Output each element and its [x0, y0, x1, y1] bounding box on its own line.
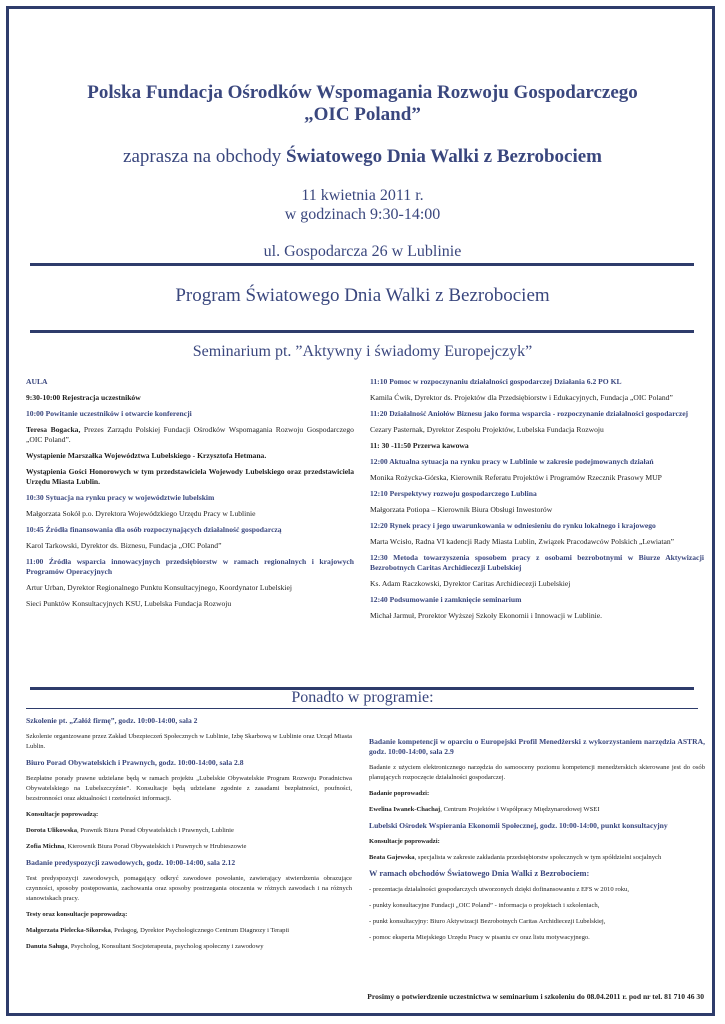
workshop-title: Szkolenie pt. „Załóż firmę”, godz. 10:00-14:00, sala 2	[26, 716, 198, 725]
agenda-speaker: Karol Tarkowski, Dyrektor ds. Biznesu, Fundacja „OIC Poland”	[26, 541, 222, 550]
seminar-right-column	[370, 374, 704, 624]
divider	[30, 263, 694, 266]
speaker-name: Teresa Bogacka,	[26, 425, 81, 434]
celebration-title: W ramach obchodów Światowego Dnia Walki z Bezrobociem:	[369, 869, 590, 878]
speaker-role: Prezes Zarządu Polskiej Fundacji Ośrodków Wspomagania Rozwoju Gospodarczego „OIC Poland”.	[26, 425, 354, 444]
event-address: ul. Gospodarcza 26 w Lublinie	[263, 243, 462, 260]
extra-left-column	[26, 713, 352, 955]
agenda-item: 11: 30 -11:50 Przerwa kawowa	[370, 441, 469, 450]
consultant-role: , specjalista w zakresie zakładania przedsiębiorstw społecznych w tym spółdzielni socjalnych	[414, 854, 662, 861]
consultant	[26, 923, 352, 939]
consultant	[369, 802, 705, 818]
divider	[30, 330, 694, 333]
agenda-speaker	[26, 422, 354, 448]
consultants-label: Konsultacje poprowadzą:	[26, 811, 99, 818]
consultants-label: Badanie poprowadzi:	[369, 790, 430, 797]
program-title: Program Światowego Dnia Walki z Bezrobociem	[175, 285, 550, 306]
consultant-name: Beata Gajewska	[369, 854, 415, 861]
agenda-item: Wystąpienia Gości Honorowych w tym przedstawiciela Wojewody Lubelskiego oraz przedstawiciela Urzędu Miasta Lublin.	[26, 467, 354, 486]
agenda-speaker: Michał Jarmuł, Prorektor Wyższej Szkoły Ekonomii i Innowacji w Lublinie.	[370, 611, 603, 620]
event-date	[0, 186, 725, 224]
agenda-item: 10:45 Źródła finansowania dla osób rozpoczynających działalność gospodarczą	[26, 525, 282, 534]
agenda-item: 12:30 Metoda towarzyszenia sposobem pracy z osobami bezrobotnymi w Biurze Aktywizacji Bezrobotnych Caritas Archidiecezji Lubelskiej	[370, 553, 704, 572]
extra-right-column	[369, 734, 705, 946]
agenda-item: 12:10 Perspektywy rozwoju gospodarczego Lublina	[370, 489, 537, 498]
event-date-day: 11 kwietnia 2011 r.	[301, 187, 424, 204]
agenda-item: 11:20 Działalność Aniołów Biznesu jako forma wsparcia - rozpoczynanie działalności gospodarczej	[370, 409, 689, 418]
celebration-item: - punkty konsultacyjne Fundacji „OIC Poland” - informacja o projektach i szkoleniach,	[369, 902, 600, 909]
agenda-speaker: Kamila Ćwik, Dyrektor ds. Projektów dla Przedsiębiorstw i Edukacyjnych, Fundacja „OIC Poland”	[370, 393, 673, 402]
agenda-item: 10:00 Powitanie uczestników i otwarcie konferencji	[26, 409, 192, 418]
workshop-description: Badanie z użyciem elektronicznego narzędzia do samooceny poziomu kompetencji menedżerskich skierowane jest do osób planujących rozpoczęcie działalności gospodarczej.	[369, 764, 705, 781]
room-label: AULA	[26, 377, 48, 386]
workshop-title: Badanie kompetencji w oparciu o Europejski Profil Menedżerski z wykorzystaniem narzędzia ASTRA, godz. 10:00-14:00, sala 2.9	[369, 737, 705, 756]
agenda-speaker: Artur Urban, Dyrektor Regionalnego Punktu Konsultacyjnego, Koordynator Lubelskiej	[26, 583, 292, 592]
agenda-speaker: Sieci Punktów Konsultacyjnych KSU, Lubelska Fundacja Rozwoju	[26, 599, 232, 608]
consultant	[26, 823, 352, 839]
consultant-role: , Centrum Projektów i Współpracy Międzynarodowej WSEI	[440, 806, 600, 813]
agenda-speaker: Marta Wcisło, Radna VI kadencji Rady Miasta Lublin, Związek Pracodawców Polskich „Lewiatan”	[370, 537, 675, 546]
consultant-role: , Prawnik Biura Porad Obywatelskich i Prawnych, Lublinie	[77, 827, 234, 834]
consultant-role: , Kierownik Biura Porad Obywatelskich i Prawnych w Hrubieszowie	[64, 843, 247, 850]
celebration-item: - punkt konsultacyjny: Biuro Aktywizacji Bezrobotnych Caritas Archidiecezji Lubelskiej,	[369, 918, 606, 925]
agenda-speaker: Monika Rożycka-Górska, Kierownik Referatu Projektów i Programów Rzecznik Prasowy MUP	[370, 473, 662, 482]
consultant-role: , Pedagog, Dyrektor Psychologicznego Centrum Diagnozy i Terapii	[110, 927, 290, 934]
workshop-description: Szkolenie organizowane przez Zakład Ubezpieczeń Społecznych w Lublinie, Izbę Skarbową w Lublinie oraz Urząd Miasta Lublin.	[26, 733, 352, 750]
consultant-name: Dorota Ulikowska	[26, 827, 77, 834]
agenda-item: Wystąpienie Marszałka Województwa Lubelskiego - Krzysztofa Hetmana.	[26, 451, 267, 460]
consultant-role: , Psycholog, Konsultant Socjoterapeuta, psycholog społeczny i zawodowy	[67, 943, 264, 950]
consultant	[369, 850, 705, 866]
workshop-title: Badanie predyspozycji zawodowych, godz. 10:00-14:00, sala 2.12	[26, 858, 236, 867]
consultant-name: Ewelina Iwanek-Chachaj	[369, 806, 441, 813]
agenda-item: 10:30 Sytuacja na rynku pracy w województwie lubelskim	[26, 493, 215, 502]
seminar-left-column	[26, 374, 354, 612]
workshop-description: Bezpłatne porady prawne udzielane będą w ramach projektu „Lubelskie Obywatelskie Program Rozwoju Poradnictwa Obywatelskiego na Lubelszczyźnie”. Konsultacje będą udzielane zgodnie z zasadami bezpłatności, poufności, bezstronności oraz aktualności i rzetelności informacji.	[26, 775, 352, 802]
workshop-title: Biuro Porad Obywatelskich i Prawnych, godz. 10:00-14:00, sala 2.8	[26, 758, 244, 767]
consultant-name: Małgorzata Pielecka-Sikorska	[26, 927, 111, 934]
celebration-item: - pomoc eksperta Miejskiego Urzędu Pracy w pisaniu cv oraz listu motywacyjnego.	[369, 934, 590, 941]
org-name-line2: „OIC Poland”	[304, 104, 421, 125]
extra-program-title: Ponadto w programie:	[291, 689, 434, 706]
agenda-speaker: Małgorzata Sokół p.o. Dyrektora Wojewódzkiego Urzędu Pracy w Lublinie	[26, 509, 256, 518]
consultant-name: Zofia Michna	[26, 843, 65, 850]
agenda-item: 11:00 Źródła wsparcia innowacyjnych przedsiębiorstw w ramach regionalnych i krajowych Programów Operacyjnych	[26, 557, 354, 576]
agenda-speaker: Cezary Pasternak, Dyrektor Zespołu Projektów, Lubelska Fundacja Rozwoju	[370, 425, 604, 434]
agenda-speaker: Ks. Adam Raczkowski, Dyrektor Caritas Archidiecezji Lubelskiej	[370, 579, 571, 588]
consultant-name: Danuta Saługa	[26, 943, 68, 950]
invitation-event: Światowego Dnia Walki z Bezrobociem	[286, 146, 602, 167]
agenda-item: 9:30-10:00 Rejestracja uczestników	[26, 393, 141, 402]
seminar-title: Seminarium pt. ”Aktywny i świadomy Europejczyk”	[192, 343, 533, 360]
consultants-label: Konsultacje poprowadzi:	[369, 838, 440, 845]
agenda-item: 12:40 Podsumowanie i zamknięcie seminarium	[370, 595, 522, 604]
event-hours: w godzinach 9:30-14:00	[284, 206, 441, 223]
agenda-item: 11:10 Pomoc w rozpoczynaniu działalności gospodarczej Działania 6.2 PO KL	[370, 377, 622, 386]
agenda-item: 12:20 Rynek pracy i jego uwarunkowania w odniesieniu do rynku lokalnego i krajowego	[370, 521, 656, 530]
org-name	[0, 82, 725, 126]
workshop-title: Lubelski Ośrodek Wspierania Ekonomii Społecznej, godz. 10:00-14:00, punkt konsultacyjny	[369, 821, 668, 830]
consultants-label: Testy oraz konsultacje poprowadzą:	[26, 911, 128, 918]
invitation	[0, 146, 725, 168]
divider	[26, 708, 698, 709]
agenda-item: 12:00 Aktualna sytuacja na rynku pracy w Lublinie w zakresie podejmowanych działań	[370, 457, 654, 466]
invitation-prefix: zaprasza na obchody	[123, 146, 287, 167]
celebration-item: - prezentacja działalności gospodarczych utworzonych dzięki dofinansowaniu z EFS w 2010 roku,	[369, 886, 630, 893]
footer-rsvp: Prosimy o potwierdzenie uczestnictwa w seminarium i szkoleniu do 08.04.2011 r. pod nr tel. 81 710 46 30	[367, 992, 704, 1001]
org-name-line1: Polska Fundacja Ośrodków Wspomagania Rozwoju Gospodarczego	[87, 82, 638, 103]
agenda-speaker: Małgorzata Potiopa – Kierownik Biura Obsługi Inwestorów	[370, 505, 553, 514]
consultant	[26, 839, 352, 855]
workshop-description: Test predyspozycji zawodowych, pomagający odkryć zawodowe powołanie, zawierający stwierdzenia obrazujące czynności, sposoby postępowania, zachowania oraz sposoby postrzegania otoczenia w różnych zawodach i na różnych stanowiskach pracy.	[26, 875, 352, 902]
consultant	[26, 939, 352, 955]
